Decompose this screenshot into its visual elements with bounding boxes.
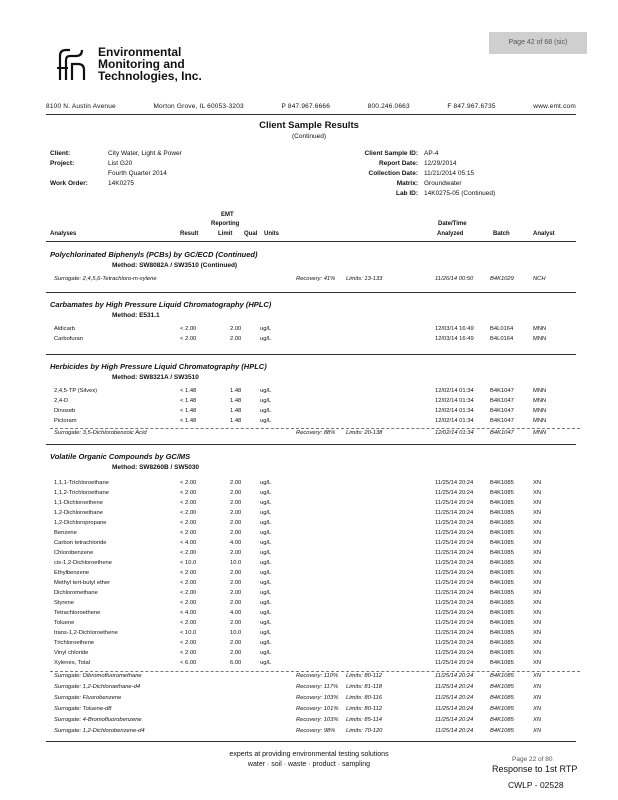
cell-batch: B4K1047: [490, 398, 514, 404]
cell-date: 11/25/14 20:24: [435, 480, 474, 486]
cell-batch: B4K1085: [490, 695, 514, 701]
cell-name: 1,1-Dichloroethene: [54, 500, 103, 506]
cell-unit: ug/L: [260, 490, 272, 496]
cell-unit: ug/L: [260, 418, 272, 424]
cell-batch: B4K1085: [490, 530, 514, 536]
cell-limit: 6.00: [230, 660, 242, 666]
cell-batch: B4K1085: [490, 500, 514, 506]
table-row: [50, 510, 580, 520]
section-title-voc: Volatile Organic Compounds by GC/MS: [50, 452, 191, 461]
cell-analyst: XN: [533, 660, 542, 666]
cell-analyst: XN: [533, 530, 542, 536]
cell-date: 12/03/14 16:49: [435, 336, 474, 342]
column-headers: EMT Reporting Date/Time Analyses Result Limit Qual Units Analyzed Batch Analyst: [50, 212, 555, 237]
cell-date: 11/25/14 20:24: [435, 570, 474, 576]
cell-limit: 2.00: [230, 490, 242, 496]
page-stamp: Page 42 of 68 (sic): [489, 32, 587, 54]
section-rule: [46, 292, 576, 293]
cell-recovery: Recovery: 98%: [296, 728, 336, 734]
table-row: [50, 540, 580, 550]
cell-unit: ug/L: [260, 610, 272, 616]
cell-analyst: MNN: [533, 418, 547, 424]
company-name: Environmental Monitoring and Technologies, Inc.: [98, 45, 202, 83]
cell-limit: 2.00: [230, 600, 242, 606]
table-row: [50, 570, 580, 580]
cell-date: 11/25/14 20:24: [435, 520, 474, 526]
cell-batch: B4K1085: [490, 480, 514, 486]
cell-analyst: XN: [533, 620, 542, 626]
cell-limit: 1.48: [230, 388, 242, 394]
cell-analyst: MNN: [533, 408, 547, 414]
cell-analyst: XN: [533, 673, 542, 679]
cell-limits: Limits: 81-118: [346, 684, 382, 690]
table-row: [50, 490, 580, 500]
cell-batch: B4K1085: [490, 560, 514, 566]
cell-analyst: XN: [533, 728, 542, 734]
cell-name: Surrogate: 1,2-Dichloroethane-d4: [54, 684, 141, 690]
cell-limit: 2.00: [230, 520, 242, 526]
cell-unit: ug/L: [260, 630, 272, 636]
method-herbicides: Method: SW8321A / SW3510: [112, 374, 199, 381]
cell-unit: ug/L: [260, 600, 272, 606]
cell-unit: ug/L: [260, 650, 272, 656]
cell-result: < 2.00: [180, 500, 197, 506]
cell-date: 12/03/14 16:49: [435, 326, 474, 332]
table-row: [50, 610, 580, 620]
cell-date: 11/25/14 20:24: [435, 684, 474, 690]
cell-batch: B4K1085: [490, 600, 514, 606]
cell-limit: 10.0: [230, 560, 242, 566]
cell-date: 11/25/14 20:24: [435, 580, 474, 586]
client-info-left: Client: City Water, Light & Power Project: List G20 Fourth Quarter 2014 Work Order: 14K0275: [50, 150, 182, 187]
cell-date: 11/25/14 20:24: [435, 717, 474, 723]
cell-batch: B4K1085: [490, 610, 514, 616]
cell-limit: 2.00: [230, 530, 242, 536]
table-row: [50, 600, 580, 610]
cell-name: Trichloroethene: [54, 640, 95, 646]
cell-date: 11/25/14 20:24: [435, 673, 474, 679]
cell-result: < 1.48: [180, 398, 197, 404]
cell-recovery: Recovery: 110%: [296, 673, 339, 679]
cell-analyst: XN: [533, 684, 542, 690]
cell-unit: ug/L: [260, 398, 272, 404]
cell-limit: 2.00: [230, 510, 242, 516]
cell-analyst: XN: [533, 590, 542, 596]
cell-unit: ug/L: [260, 510, 272, 516]
cell-batch: B4K1085: [490, 728, 514, 734]
cell-limit: 2.00: [230, 500, 242, 506]
method-voc: Method: SW8260B / SW5030: [112, 464, 200, 471]
cell-analyst: MNN: [533, 398, 547, 404]
cell-name: Tetrachloroethene: [54, 610, 101, 616]
cell-name: Dinoseb: [54, 408, 76, 414]
page-number: Page 22 of 80: [512, 756, 553, 763]
section-rule: [46, 741, 576, 742]
cell-limits: Limits: 80-112: [346, 673, 382, 679]
cell-analyst: XN: [533, 550, 542, 556]
section-rule: [46, 354, 576, 355]
table-row: [50, 580, 580, 590]
table-row: [50, 388, 580, 398]
table-row: [50, 336, 580, 346]
cell-analyst: XN: [533, 650, 542, 656]
cell-analyst: XN: [533, 695, 542, 701]
cell-name: Vinyl chloride: [54, 650, 89, 656]
cell-batch: B4K1085: [490, 510, 514, 516]
cell-name: Dichloromethane: [54, 590, 98, 596]
method-pcb: Method: SW8082A / SW3510 (Continued): [112, 262, 238, 269]
cell-batch: B4K1085: [490, 520, 514, 526]
cell-date: 12/02/14 01:34: [435, 388, 474, 394]
cell-analyst: XN: [533, 500, 542, 506]
cell-analyst: MNN: [533, 326, 547, 332]
cell-limit: 2.00: [230, 650, 242, 656]
cell-analyst: XN: [533, 706, 542, 712]
header-rule: [46, 241, 576, 242]
cell-result: < 2.00: [180, 640, 197, 646]
cell-batch: B4K1085: [490, 640, 514, 646]
cell-date: 11/25/14 20:24: [435, 630, 474, 636]
client-info-right: Client Sample ID: AP-4 Report Date: 12/29/2014 Collection Date: 11/21/2014 05:15 Matrix: Groundwater Lab ID: 14K0275-05 (Continued): [364, 150, 496, 197]
cell-date: 11/25/14 20:24: [435, 590, 474, 596]
divider: [46, 114, 576, 115]
cell-date: 12/02/14 01:34: [435, 418, 474, 424]
cell-limit: 4.00: [230, 540, 242, 546]
bates-number: CWLP - 02528: [508, 780, 564, 790]
cell-result: < 2.00: [180, 530, 197, 536]
surrogate-row: [50, 706, 580, 716]
cell-batch: B4K1085: [490, 630, 514, 636]
cell-name: 1,1,2-Trichloroethane: [54, 490, 109, 496]
cell-analyst: XN: [533, 490, 542, 496]
cell-name: Carbofuran: [54, 336, 84, 342]
table-row: [50, 550, 580, 560]
cell-result: < 1.48: [180, 418, 197, 424]
table-row: [50, 590, 580, 600]
surrogate-row: [50, 717, 580, 727]
cell-name: Surrogate: Dibromofluoromethane: [54, 673, 142, 679]
cell-date: 11/25/14 20:24: [435, 610, 474, 616]
cell-analyst: XN: [533, 640, 542, 646]
cell-date: 11/25/14 20:24: [435, 640, 474, 646]
emt-logo-icon: [56, 46, 86, 82]
cell-result: < 2.00: [180, 570, 197, 576]
cell-name: trans-1,2-Dichloroethene: [54, 630, 118, 636]
cell-name: Methyl tert-butyl ether: [54, 580, 111, 586]
cell-batch: B4K1085: [490, 620, 514, 626]
cell-analyst: XN: [533, 510, 542, 516]
cell-name: 1,2-Dichloroethane: [54, 510, 103, 516]
cell-unit: ug/L: [260, 480, 272, 486]
cell-date: 11/25/14 20:24: [435, 490, 474, 496]
cell-analyst: XN: [533, 570, 542, 576]
cell-analyst: XN: [533, 560, 542, 566]
cell-date: 12/02/14 01:34: [435, 398, 474, 404]
cell-batch: B4K1085: [490, 706, 514, 712]
cell-unit: ug/L: [260, 500, 272, 506]
surrogate-row: [50, 673, 580, 683]
cell-limit: 10.0: [230, 630, 242, 636]
section-rule: [46, 444, 576, 445]
cell-analyst: XN: [533, 480, 542, 486]
cell-result: < 2.00: [180, 480, 197, 486]
cell-batch: B4K1085: [490, 550, 514, 556]
cell-limit: 2.00: [230, 336, 242, 342]
table-row: [50, 530, 580, 540]
table-row: [50, 408, 580, 418]
cell-result: < 2.00: [180, 490, 197, 496]
surrogate-row: [50, 728, 580, 738]
cell-date: 11/25/14 20:24: [435, 600, 474, 606]
surrogate-row: Surrogate: 2,4,5,6-Tetrachloro-m-xylene Recovery: 41% Limits: 13-133 11/26/14 00:50 B4K1029 NCH: [54, 276, 546, 282]
cell-limit: 2.00: [230, 480, 242, 486]
cell-batch: B4K1085: [490, 590, 514, 596]
table-row: [50, 480, 580, 490]
cell-batch: B4L0164: [490, 326, 514, 332]
cell-limit: 2.00: [230, 580, 242, 586]
report-subtitle: (Continued): [292, 133, 326, 140]
cell-analyst: XN: [533, 630, 542, 636]
cell-unit: ug/L: [260, 640, 272, 646]
cell-batch: B4L0164: [490, 336, 514, 342]
cell-analyst: XN: [533, 717, 542, 723]
cell-result: < 2.00: [180, 600, 197, 606]
surrogate-divider: [50, 671, 580, 672]
cell-unit: ug/L: [260, 520, 272, 526]
cell-date: 11/25/14 20:24: [435, 706, 474, 712]
table-row: [50, 640, 580, 650]
cell-name: Surrogate: 1,2-Dichlorobenzene-d4: [54, 728, 145, 734]
cell-result: < 4.00: [180, 540, 197, 546]
cell-result: < 2.00: [180, 580, 197, 586]
cell-name: Benzene: [54, 530, 77, 536]
cell-result: < 2.00: [180, 326, 197, 332]
cell-date: 11/25/14 20:24: [435, 650, 474, 656]
surrogate-row: [50, 695, 580, 705]
cell-analyst: XN: [533, 540, 542, 546]
cell-unit: ug/L: [260, 590, 272, 596]
cell-limit: 2.00: [230, 620, 242, 626]
cell-limit: 2.00: [230, 590, 242, 596]
cell-batch: B4K1085: [490, 660, 514, 666]
cell-name: Chlorobenzene: [54, 550, 94, 556]
cell-analyst: MNN: [533, 336, 547, 342]
table-row: [50, 500, 580, 510]
cell-batch: B4K1047: [490, 388, 514, 394]
table-row: [50, 660, 580, 670]
cell-result: < 2.00: [180, 590, 197, 596]
cell-result: < 10.0: [180, 560, 197, 566]
table-row: [50, 520, 580, 530]
cell-date: 11/25/14 20:24: [435, 695, 474, 701]
cell-date: 11/25/14 20:24: [435, 728, 474, 734]
cell-batch: B4K1085: [490, 650, 514, 656]
table-row: [50, 398, 580, 408]
cell-name: Surrogate: Toluene-d8: [54, 706, 112, 712]
cell-name: 1,2-Dichloropropane: [54, 520, 107, 526]
cell-limits: Limits: 80-112: [346, 706, 382, 712]
surrogate-row: Surrogate: 3,5-Dichlorobenzoic Acid Recovery: 88% Limits: 20-138 12/02/14 01:34 B4K1047 MNN: [54, 430, 547, 436]
cell-limit: 2.00: [230, 550, 242, 556]
cell-recovery: Recovery: 103%: [296, 717, 339, 723]
cell-unit: ug/L: [260, 580, 272, 586]
cell-result: < 2.00: [180, 336, 197, 342]
cell-date: 11/25/14 20:24: [435, 510, 474, 516]
cell-limit: 2.00: [230, 570, 242, 576]
cell-batch: B4K1085: [490, 540, 514, 546]
table-row: [50, 418, 580, 428]
cell-name: 1,1,1-Trichloroethane: [54, 480, 109, 486]
cell-limits: Limits: 85-114: [346, 717, 382, 723]
cell-batch: B4K1085: [490, 580, 514, 586]
cell-result: < 4.00: [180, 610, 197, 616]
cell-limit: 4.00: [230, 610, 242, 616]
cell-limits: Limits: 70-120: [346, 728, 383, 734]
cell-result: < 2.00: [180, 620, 197, 626]
cell-result: < 2.00: [180, 650, 197, 656]
cell-date: 11/25/14 20:24: [435, 560, 474, 566]
cell-limit: 2.00: [230, 640, 242, 646]
cell-result: < 2.00: [180, 550, 197, 556]
cell-batch: B4K1047: [490, 408, 514, 414]
cell-unit: ug/L: [260, 530, 272, 536]
address-bar: 8100 N. Austin Avenue Morton Grove, IL 60053-3203 P 847.967.6666 800.246.0663 F 847.967.6735 www.emt.com: [46, 103, 576, 110]
table-row: [50, 620, 580, 630]
cell-name: Toluene: [54, 620, 75, 626]
method-carbamates: Method: E531.1: [112, 312, 160, 319]
cell-batch: B4K1085: [490, 490, 514, 496]
cell-result: < 1.48: [180, 388, 197, 394]
cell-batch: B4K1085: [490, 684, 514, 690]
section-title-pcb: Polychlorinated Biphenyls (PCBs) by GC/ECD (Continued): [50, 250, 258, 259]
cell-analyst: XN: [533, 600, 542, 606]
cell-recovery: Recovery: 117%: [296, 684, 339, 690]
report-title: Client Sample Results: [259, 120, 359, 131]
cell-analyst: XN: [533, 580, 542, 586]
section-title-herbicides: Herbicides by High Pressure Liquid Chromatography (HPLC): [50, 362, 267, 371]
cell-unit: ug/L: [260, 408, 272, 414]
surrogate-divider: [50, 428, 580, 429]
cell-date: 11/25/14 20:24: [435, 540, 474, 546]
cell-result: < 2.00: [180, 510, 197, 516]
cell-recovery: Recovery: 103%: [296, 695, 339, 701]
cell-unit: ug/L: [260, 620, 272, 626]
cell-unit: ug/L: [260, 540, 272, 546]
cell-result: < 10.0: [180, 630, 197, 636]
cell-analyst: XN: [533, 610, 542, 616]
cell-name: Surrogate: 4-Bromofluorobenzene: [54, 717, 142, 723]
cell-limit: 2.00: [230, 326, 242, 332]
cell-unit: ug/L: [260, 550, 272, 556]
cell-name: Xylenes, Total: [54, 660, 90, 666]
cell-unit: ug/L: [260, 660, 272, 666]
cell-analyst: XN: [533, 520, 542, 526]
cell-unit: ug/L: [260, 388, 272, 394]
cell-name: 2,4-D: [54, 398, 69, 404]
cell-name: Aldicarb: [54, 326, 75, 332]
cell-batch: B4K1085: [490, 570, 514, 576]
cell-date: 11/25/14 20:24: [435, 500, 474, 506]
cell-limit: 1.48: [230, 398, 242, 404]
surrogate-row: [50, 684, 580, 694]
cell-limits: Limits: 80-116: [346, 695, 382, 701]
cell-result: < 6.00: [180, 660, 197, 666]
section-title-carbamates: Carbamates by High Pressure Liquid Chromatography (HPLC): [50, 300, 272, 309]
cell-unit: ug/L: [260, 336, 272, 342]
cell-analyst: MNN: [533, 388, 547, 394]
table-row: [50, 650, 580, 660]
cell-name: Ethylbenzene: [54, 570, 90, 576]
cell-date: 11/25/14 20:24: [435, 530, 474, 536]
cell-name: 2,4,5-TP (Silvex): [54, 388, 98, 394]
cell-limit: 1.48: [230, 418, 242, 424]
table-row: [50, 560, 580, 570]
cell-result: < 1.48: [180, 408, 197, 414]
cell-result: < 2.00: [180, 520, 197, 526]
cell-date: 11/25/14 20:24: [435, 660, 474, 666]
cell-limit: 1.48: [230, 408, 242, 414]
cell-batch: B4K1085: [490, 673, 514, 679]
cell-name: Carbon tetrachloride: [54, 540, 107, 546]
cell-name: Surrogate: Fluorobenzene: [54, 695, 122, 701]
cell-batch: B4K1047: [490, 418, 514, 424]
cell-name: Picloram: [54, 418, 77, 424]
cell-name: cis-1,2-Dichloroethene: [54, 560, 112, 566]
cell-date: 11/25/14 20:24: [435, 620, 474, 626]
table-row: [50, 326, 580, 336]
table-row: [50, 630, 580, 640]
cell-unit: ug/L: [260, 570, 272, 576]
cell-recovery: Recovery: 101%: [296, 706, 339, 712]
cell-date: 12/02/14 01:34: [435, 408, 474, 414]
cell-name: Styrene: [54, 600, 74, 606]
cell-date: 11/25/14 20:24: [435, 550, 474, 556]
cell-unit: ug/L: [260, 326, 272, 332]
cell-batch: B4K1085: [490, 717, 514, 723]
footer-tagline: experts at providing environmental testing solutions water · soil · waste · product · sampling: [229, 751, 389, 768]
cell-unit: ug/L: [260, 560, 272, 566]
response-label: Response to 1st RTP: [492, 764, 578, 774]
